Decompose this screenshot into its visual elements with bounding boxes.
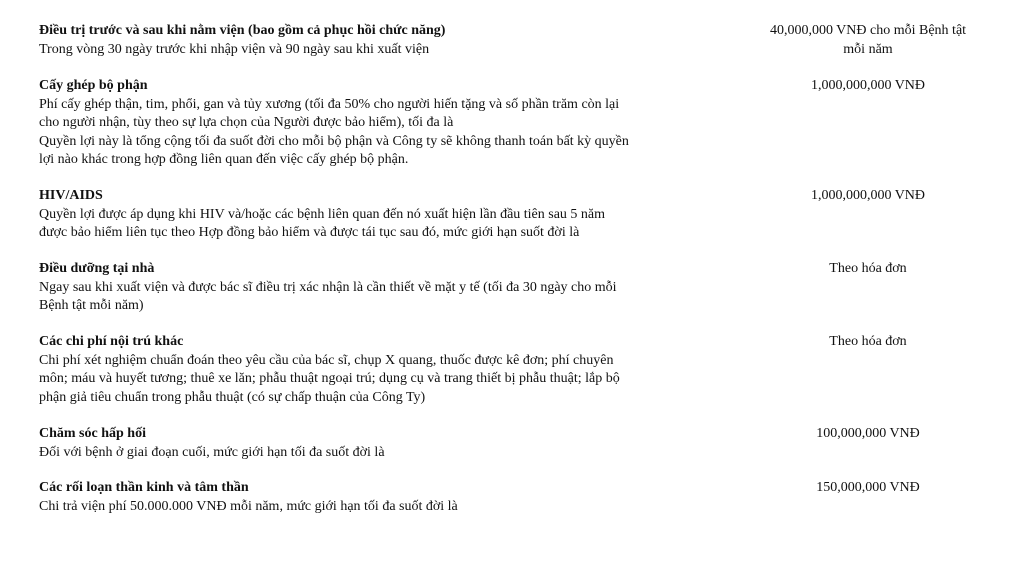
benefit-description xyxy=(39,77,704,170)
benefit-description xyxy=(39,425,704,462)
benefit-title: Các chi phí nội trú khác xyxy=(39,334,184,349)
benefit-amount xyxy=(745,187,991,206)
benefit-text-line: Phí cấy ghép thận, tim, phổi, gan và tủy xương (tối đa 50% cho người hiến tặng và số phần trăm còn lại xyxy=(39,96,620,112)
benefit-amount-line: 100,000,000 VNĐ xyxy=(816,426,920,441)
benefit-text-line: Ngay sau khi xuất viện và được bác sĩ điều trị xác nhận là cần thiết về mặt y tế (tối đa 30 ngày cho mỗi xyxy=(39,279,617,295)
benefit-description xyxy=(39,333,704,407)
benefit-text-line: Đối với bệnh ở giai đoạn cuối, mức giới hạn tối đa suốt đời là xyxy=(39,444,385,460)
benefit-title: Cấy ghép bộ phận xyxy=(39,78,148,93)
benefit-amount-line: 150,000,000 VNĐ xyxy=(816,480,920,495)
benefit-text-line: Quyền lợi này là tổng cộng tối đa suốt đời cho mỗi bộ phận và Công ty sẽ không thanh toán bất kỳ quyền xyxy=(39,133,629,149)
benefit-description xyxy=(39,187,704,243)
benefit-amount xyxy=(745,479,991,498)
benefit-description xyxy=(39,479,704,516)
benefit-text-line: cho người nhận, tùy theo sự lựa chọn của Người được bảo hiểm), tối đa là xyxy=(39,115,454,130)
benefit-description xyxy=(39,22,704,59)
benefit-description xyxy=(39,260,704,316)
benefit-text-line: phận giả tiêu chuẩn trong phẫu thuật (có sự chấp thuận của Công Ty) xyxy=(39,389,426,405)
benefit-text-line: Chi trả viện phí 50.000.000 VNĐ mỗi năm, mức giới hạn tối đa suốt đời là xyxy=(39,498,458,514)
benefit-text-line: Bệnh tật mỗi năm) xyxy=(39,298,144,313)
benefit-amount xyxy=(745,260,991,279)
benefit-title: Chăm sóc hấp hối xyxy=(39,426,146,441)
benefit-text-line: Trong vòng 30 ngày trước khi nhập viện và 90 ngày sau khi xuất viện xyxy=(39,41,430,57)
benefit-amount xyxy=(745,77,991,96)
benefit-title: HIV/AIDS xyxy=(39,188,103,203)
benefit-title: Các rối loạn thần kinh và tâm thần xyxy=(39,480,249,495)
benefit-amount xyxy=(745,22,991,59)
benefit-text-line: được bảo hiểm liên tục theo Hợp đồng bảo hiểm và được tái tục sau đó, mức giới hạn suốt đời là xyxy=(39,225,580,240)
benefit-amount-line: Theo hóa đơn xyxy=(829,334,907,349)
benefit-text-line: môn; máu và huyết tương; thuê xe lăn; phẫu thuật ngoại trú; dụng cụ và trang thiết bị phẫu thuật; lắp bộ xyxy=(39,371,620,386)
benefit-text-line: lợi nào khác trong hợp đồng liên quan đến việc cấy ghép bộ phận. xyxy=(39,152,409,167)
benefit-text-line: Quyền lợi được áp dụng khi HIV và/hoặc các bệnh liên quan đến nó xuất hiện lần đầu tiên sau 5 năm xyxy=(39,206,606,222)
benefit-amount-line: 1,000,000,000 VNĐ xyxy=(810,78,926,93)
benefit-text-line: Chi phí xét nghiệm chuẩn đoán theo yêu cầu của bác sĩ, chụp X quang, thuốc được kê đơn; phí chuyên xyxy=(39,352,614,368)
benefit-title: Điều trị trước và sau khi nằm viện (bao gồm cả phục hồi chức năng) xyxy=(39,23,446,38)
benefit-amount-line: 40,000,000 VNĐ cho mỗi Bệnh tật xyxy=(769,23,967,38)
benefit-amount-line: mỗi năm xyxy=(843,41,893,57)
benefit-amount xyxy=(745,425,991,444)
benefit-amount-line: 1,000,000,000 VNĐ xyxy=(810,188,926,203)
benefit-amount xyxy=(745,333,991,352)
benefit-amount-line: Theo hóa đơn xyxy=(829,261,907,276)
benefit-title: Điều dưỡng tại nhà xyxy=(39,261,155,276)
